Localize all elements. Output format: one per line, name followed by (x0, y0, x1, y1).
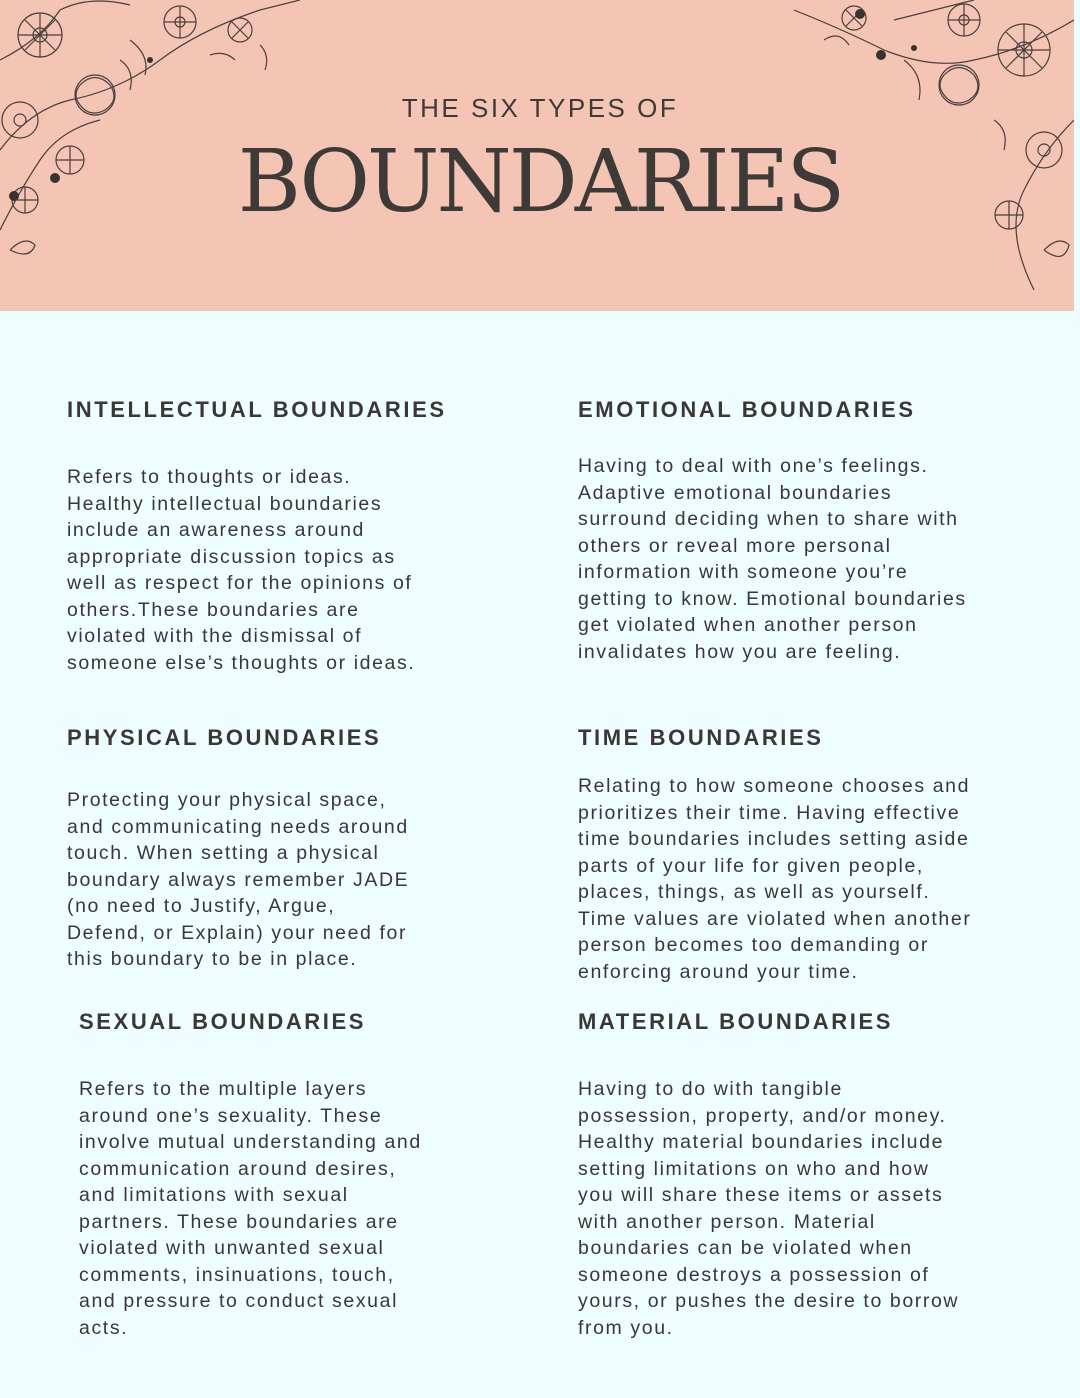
body-line: include an awareness around (67, 519, 365, 541)
body-line: person becomes too demanding or (578, 934, 929, 956)
body-line: touch. When setting a physical (67, 842, 380, 864)
body-line: someone else’s thoughts or ideas. (67, 651, 416, 674)
section-sexual (79, 1009, 499, 1341)
body-line: Defend, or Explain) your need for (67, 921, 408, 944)
section-heading: MATERIAL BOUNDARIES (578, 1009, 894, 1034)
body-line: get violated when another person (578, 614, 918, 636)
page-subtitle: THE SIX TYPES OF (401, 93, 679, 123)
body-line: others.These boundaries are (67, 598, 360, 621)
section-time (578, 725, 998, 985)
body-line: with another person. Material (578, 1210, 876, 1233)
body-line: well as respect for the opinions of (67, 572, 413, 594)
body-line: Protecting your physical space, (67, 789, 387, 811)
body-line: invalidates how you are feeling. (578, 640, 902, 663)
body-line: involve mutual understanding and (79, 1131, 422, 1153)
body-line: Adaptive emotional boundaries (578, 481, 893, 504)
body-line: parts of your life for given people, (578, 854, 924, 877)
body-line: time boundaries includes setting aside (578, 828, 970, 850)
body-line: yours, or pushes the desire to borrow (578, 1290, 960, 1312)
section-body (79, 1076, 499, 1341)
body-line: you will share these items or assets (578, 1184, 944, 1206)
body-line: Relating to how someone chooses and (578, 775, 971, 797)
section-heading: SEXUAL BOUNDARIES (79, 1009, 367, 1034)
section-emotional (578, 397, 998, 665)
body-line: possession, property, and/or money. (578, 1104, 947, 1127)
header-banner (0, 0, 1074, 311)
body-line: and pressure to conduct sexual (79, 1290, 399, 1312)
body-line: acts. (79, 1316, 129, 1339)
body-line: prioritizes their time. Having effective (578, 801, 961, 824)
body-line: this boundary to be in place. (67, 948, 358, 970)
section-physical (67, 725, 487, 973)
body-line: partners. These boundaries are (79, 1210, 399, 1233)
body-line: setting limitations on who and how (578, 1157, 930, 1180)
body-line: (no need to Justify, Argue, (67, 895, 336, 917)
body-line: around one’s sexuality. These (79, 1104, 383, 1127)
body-line: enforcing around your time. (578, 960, 859, 983)
body-line: boundary always remember JADE (67, 868, 410, 891)
body-line: surround deciding when to share with (578, 508, 959, 530)
body-line: and limitations with sexual (79, 1184, 349, 1206)
section-body (67, 464, 487, 676)
body-line: boundaries can be violated when (578, 1237, 913, 1259)
body-line: someone destroys a possession of (578, 1263, 930, 1286)
body-line: violated with unwanted sexual (79, 1237, 385, 1259)
body-line: others or reveal more personal (578, 534, 892, 557)
body-line: appropriate discussion topics as (67, 545, 396, 568)
body-line: getting to know. Emotional boundaries (578, 587, 967, 610)
section-body (67, 787, 487, 973)
body-line: Having to deal with one’s feelings. (578, 455, 929, 477)
body-line: Time values are violated when another (578, 907, 972, 930)
body-line: Refers to thoughts or ideas. (67, 466, 352, 488)
body-line: Having to do with tangible (578, 1078, 843, 1100)
body-line: Refers to the multiple layers (79, 1078, 368, 1100)
body-line: violated with the dismissal of (67, 625, 363, 647)
section-body (578, 453, 998, 665)
body-line: communication around desires, (79, 1157, 397, 1180)
body-line: from you. (578, 1316, 674, 1339)
body-line: Healthy material boundaries include (578, 1131, 945, 1153)
section-heading: INTELLECTUAL BOUNDARIES (67, 397, 447, 422)
section-heading: TIME BOUNDARIES (578, 725, 824, 750)
body-line: Healthy intellectual boundaries (67, 492, 383, 515)
section-body (578, 773, 998, 985)
page-title: BOUNDARIES (237, 132, 843, 232)
section-heading: EMOTIONAL BOUNDARIES (578, 397, 916, 422)
section-heading: PHYSICAL BOUNDARIES (67, 725, 382, 750)
section-material (578, 1009, 998, 1341)
body-line: places, things, as well as yourself. (578, 881, 931, 903)
section-intellectual (67, 397, 487, 676)
body-line: information with someone you’re (578, 561, 909, 583)
body-line: and communicating needs around (67, 815, 409, 838)
section-body (578, 1076, 998, 1341)
body-line: comments, insinuations, touch, (79, 1263, 395, 1286)
